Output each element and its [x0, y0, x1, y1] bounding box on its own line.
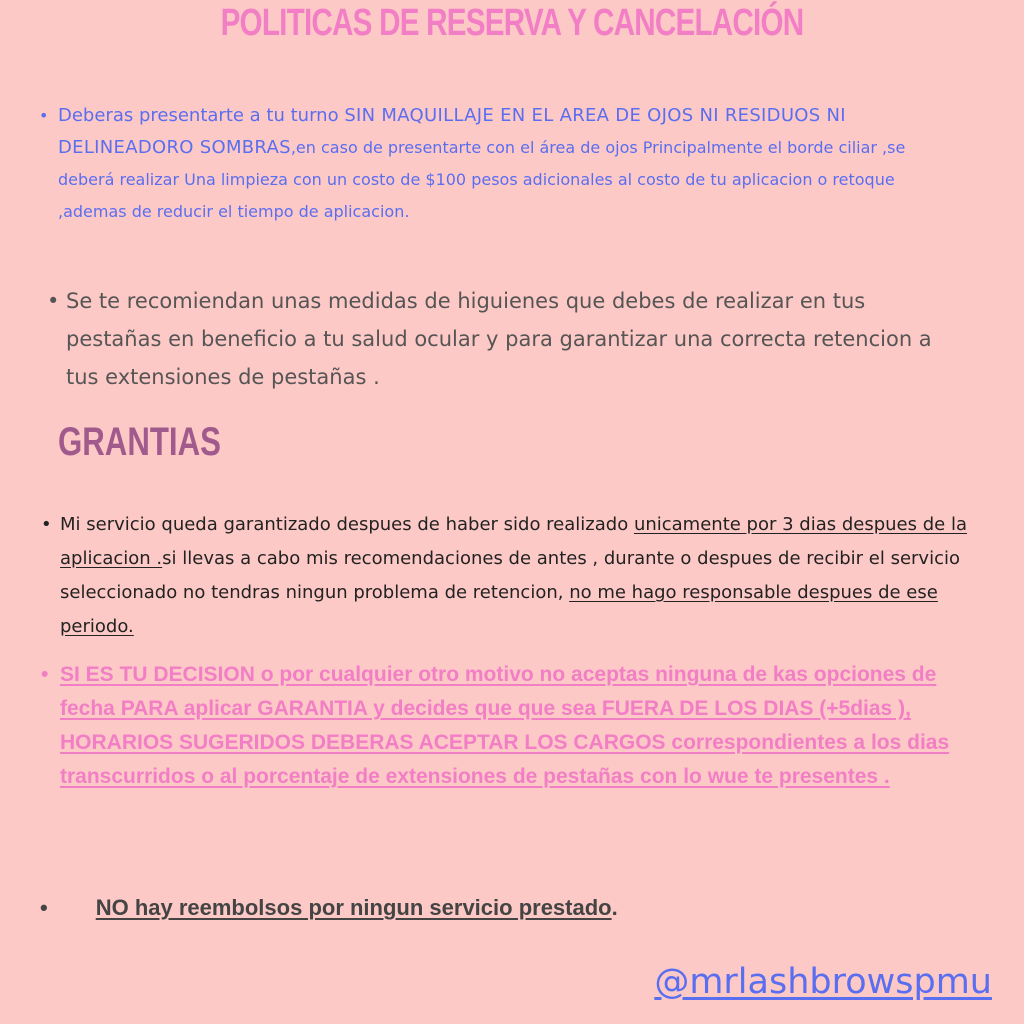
guarantees-heading: GRANTIAS — [58, 420, 221, 464]
bullet-icon: • — [39, 106, 49, 125]
social-handle: @mrlashbrowspmu — [654, 962, 992, 1002]
bullet-icon: • — [41, 514, 52, 535]
booking-rule-hygiene — [47, 282, 966, 396]
bullet-icon: • — [47, 289, 60, 313]
makeup-rule-caps: SIN MAQUILLAJE EN EL AREA DE OJOS NI RESIDUOS NI DELINEADORO SOMBRAS — [58, 105, 846, 158]
guarantee-rule-charges — [41, 658, 980, 794]
bullet-icon: • — [40, 895, 48, 920]
bullet-icon: • — [41, 663, 49, 686]
guarantee-rule-period — [41, 508, 980, 644]
guarantee-rule-duration: unicamente por 3 dias despues de la aplicacion . — [60, 514, 967, 569]
hygiene-rule-text: Se te recomiendan unas medidas de higuienes que debes de realizar en tus pestañas en beneficio a tu salud ocular y para garantizar una correcta retencion a tus extensiones de pestañas . — [66, 289, 932, 389]
booking-rule-makeup — [39, 100, 958, 228]
page-title: POLITICAS DE RESERVA Y CANCELACIÓN — [220, 2, 804, 44]
refunds-rule-end: . — [611, 895, 618, 920]
guarantee-rule-refunds — [40, 891, 940, 925]
makeup-rule-rest: ,en caso de presentarte con el área de ojos Principalmente el borde ciliar ,se deberá realizar Una limpieza con un costo de $100 pesos adicionales al costo de tu aplicacion o retoque ,ademas de reducir el tiempo de aplicacion. — [58, 138, 906, 221]
makeup-rule-lead: Deberas presentarte a tu turno — [58, 105, 345, 126]
refunds-rule-text: NO hay reembolsos por ningun servicio prestado — [95, 895, 612, 920]
guarantee-rule-lead: Mi servicio queda garantizado despues de haber sido realizado — [60, 514, 634, 535]
charges-rule-text: SI ES TU DECISION o por cualquier otro motivo no aceptas ninguna de kas opciones de fecha PARA aplicar GARANTIA y decides que que sea FUERA DE LOS DIAS (+5dias ), HORARIOS SUGERIDOS DEBERAS ACEPTAR LOS CARGOS correspondientes a los dias transcurridos o al porcentaje de extensiones de pestañas con lo wue te presentes . — [60, 663, 950, 788]
guarantee-rule-middle: si llevas a cabo mis recomendaciones de antes , durante o despues de recibir el servicio seleccionado no tendras ningun problema de retencion, — [60, 548, 960, 603]
guarantee-rule-disclaimer: no me hago responsable despues de ese periodo. — [60, 582, 938, 637]
